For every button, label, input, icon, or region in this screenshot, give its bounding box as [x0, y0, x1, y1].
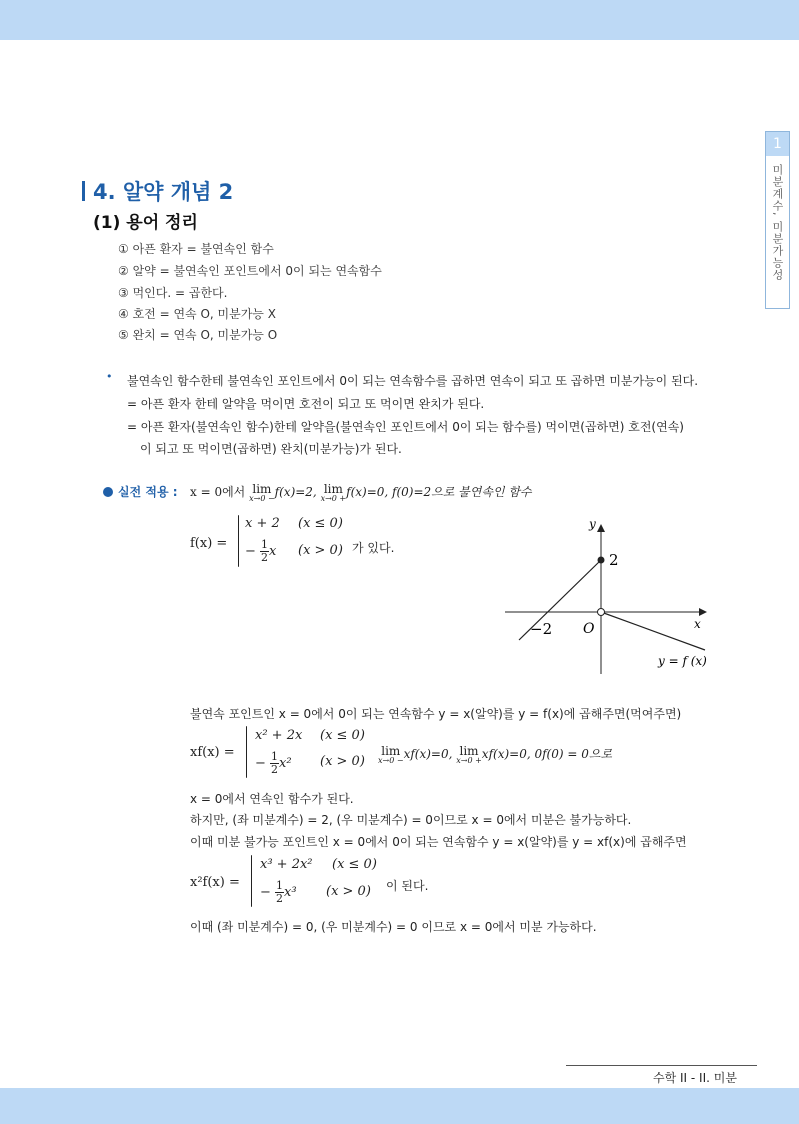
lim-sub: x→0 −: [249, 494, 275, 503]
step1-after: x = 0에서 연속인 함수가 된다.: [190, 792, 354, 806]
f2-cond1: (x ≤ 0): [320, 728, 365, 743]
frac-num: 1: [261, 538, 269, 551]
sign: −: [255, 756, 266, 772]
bullet-line: = 아픈 환자 한테 알약을 먹이면 호전이 되고 또 먹이면 완치가 된다.: [127, 397, 485, 411]
limit-left: [378, 745, 404, 765]
limit-right-value: xf(x)=0, 0f(0) = 0으로: [481, 747, 613, 761]
circle-bullet-icon: [103, 487, 113, 497]
step1-note: 이때 미분 불가능 포인트인 x = 0에서 0이 되는 연속함수 y = x(알약)를 y = xf(x)에 곱해주면: [190, 835, 687, 849]
f3-lhs: x²f(x) =: [190, 875, 240, 890]
frac-den: 2: [261, 551, 269, 565]
final-conclusion: 이때 (좌 미분계수) = 0, (우 미분계수) = 0 이므로 x = 0에서 미분 가능하다.: [190, 920, 597, 934]
subsection-title: (1) 용어 정리: [93, 213, 198, 233]
title-bar: [82, 181, 85, 201]
sign: −: [260, 885, 271, 901]
f1-case1: x + 2: [245, 516, 280, 531]
lim-sub: x→0 −: [378, 756, 404, 765]
term-item: ④ 호전 = 연속 O, 미분가능 X: [118, 307, 276, 321]
bullet-line: 이 되고 또 먹이면(곱하면) 완치(미분가능)가 된다.: [140, 442, 402, 456]
f2-brace: [246, 726, 247, 778]
var: x³: [284, 885, 297, 901]
f1-tail: 가 있다.: [352, 541, 395, 555]
limit-left-value: f(x)=2,: [274, 485, 317, 499]
frac-num: 1: [276, 879, 284, 892]
limit-right: [321, 483, 347, 503]
right-branch: [601, 612, 705, 650]
term-item: ② 알약 = 불연속인 포인트에서 0이 되는 연속함수: [118, 264, 382, 278]
origin-label: O: [583, 621, 595, 637]
footer-rule: [566, 1065, 757, 1066]
term-item: ⑤ 완치 = 연속 O, 미분가능 O: [118, 328, 278, 342]
lim-sub: x→0 +: [456, 756, 482, 765]
f1-cond2: (x > 0): [298, 543, 343, 558]
header-band: [0, 0, 799, 40]
open-point: [598, 609, 605, 616]
f3-brace: [251, 855, 252, 907]
f1-case2: [245, 539, 276, 564]
limit-left-value: xf(x)=0,: [403, 747, 453, 761]
footer-band: [0, 1088, 799, 1124]
frac-num: 1: [271, 750, 279, 763]
f2-case2: [255, 751, 292, 776]
lim-word: lim: [252, 482, 272, 496]
bullet-line: = 아픈 환자(불연속인 함수)한테 알약을(불연속인 포인트에서 0이 되는 함수를) 먹이면(곱하면) 호전(연속): [127, 420, 684, 434]
f3-case2: [260, 880, 297, 905]
function-graph: [500, 512, 720, 677]
f3-cond1: (x ≤ 0): [332, 857, 377, 872]
f1-brace: [238, 515, 239, 567]
x-label: x: [694, 617, 701, 631]
x-intercept-label: −2: [530, 620, 553, 638]
lim-sub: x→0 +: [320, 494, 347, 503]
fraction: [275, 880, 284, 905]
chapter-side-tab[interactable]: [765, 131, 790, 309]
lim-word: lim: [323, 482, 343, 496]
step1-limits: [378, 745, 612, 765]
frac-den: 2: [271, 763, 279, 777]
fraction: [260, 539, 269, 564]
f3-tail: 이 된다.: [386, 879, 429, 893]
section-title-text: 4. 알약 개념 2: [93, 180, 234, 204]
apply-text: x = 0에서: [190, 485, 246, 499]
f2-case1: x² + 2x: [255, 728, 303, 743]
chapter-number: 1: [766, 132, 789, 156]
chapter-label: 미분계수, 미분가능성: [771, 164, 784, 281]
lim-word: lim: [381, 744, 401, 758]
fraction: [270, 751, 279, 776]
y-intercept-label: 2: [609, 551, 619, 569]
term-item: ③ 먹인다. = 곱한다.: [118, 286, 228, 300]
f1-cond1: (x ≤ 0): [298, 516, 343, 531]
limit-right-value: f(x)=0, f(0)=2으로 불연속인 함수: [346, 485, 532, 499]
term-item: ① 아픈 환자 = 불연속인 함수: [118, 242, 274, 256]
var: x: [269, 544, 277, 560]
bullet-icon: •: [106, 370, 113, 383]
sign: −: [245, 544, 256, 560]
frac-den: 2: [276, 892, 284, 906]
f2-lhs: xf(x) =: [190, 745, 235, 760]
y-label: y: [589, 517, 596, 531]
limit-right: [456, 745, 482, 765]
curve-label: y = f (x): [658, 654, 707, 668]
limit-left: [249, 483, 275, 503]
bullet-line: 불연속인 함수한테 불연속인 포인트에서 0이 되는 연속함수를 곱하면 연속이 되고 또 곱하면 미분가능이 된다.: [127, 374, 699, 388]
f1-lhs: f(x) =: [190, 536, 228, 551]
footer-text: 수학 II - II. 미분: [653, 1071, 737, 1085]
f2-cond2: (x > 0): [320, 754, 365, 769]
step1-text: 불연속 포인트인 x = 0에서 0이 되는 연속함수 y = x(알약)를 y = f(x)에 곱해주면(먹여주면): [190, 707, 682, 721]
apply-label: 실전 적용 :: [118, 485, 178, 499]
f3-case1: x³ + 2x²: [260, 857, 313, 872]
f3-cond2: (x > 0): [326, 884, 371, 899]
step1-note: 하지만, (좌 미분계수) = 2, (우 미분계수) = 0이므로 x = 0에서 미분은 불가능하다.: [190, 813, 632, 827]
filled-point: [598, 557, 605, 564]
lim-word: lim: [459, 744, 479, 758]
section-title: [82, 176, 233, 206]
var: x²: [279, 756, 292, 772]
apply-line: [190, 483, 532, 503]
